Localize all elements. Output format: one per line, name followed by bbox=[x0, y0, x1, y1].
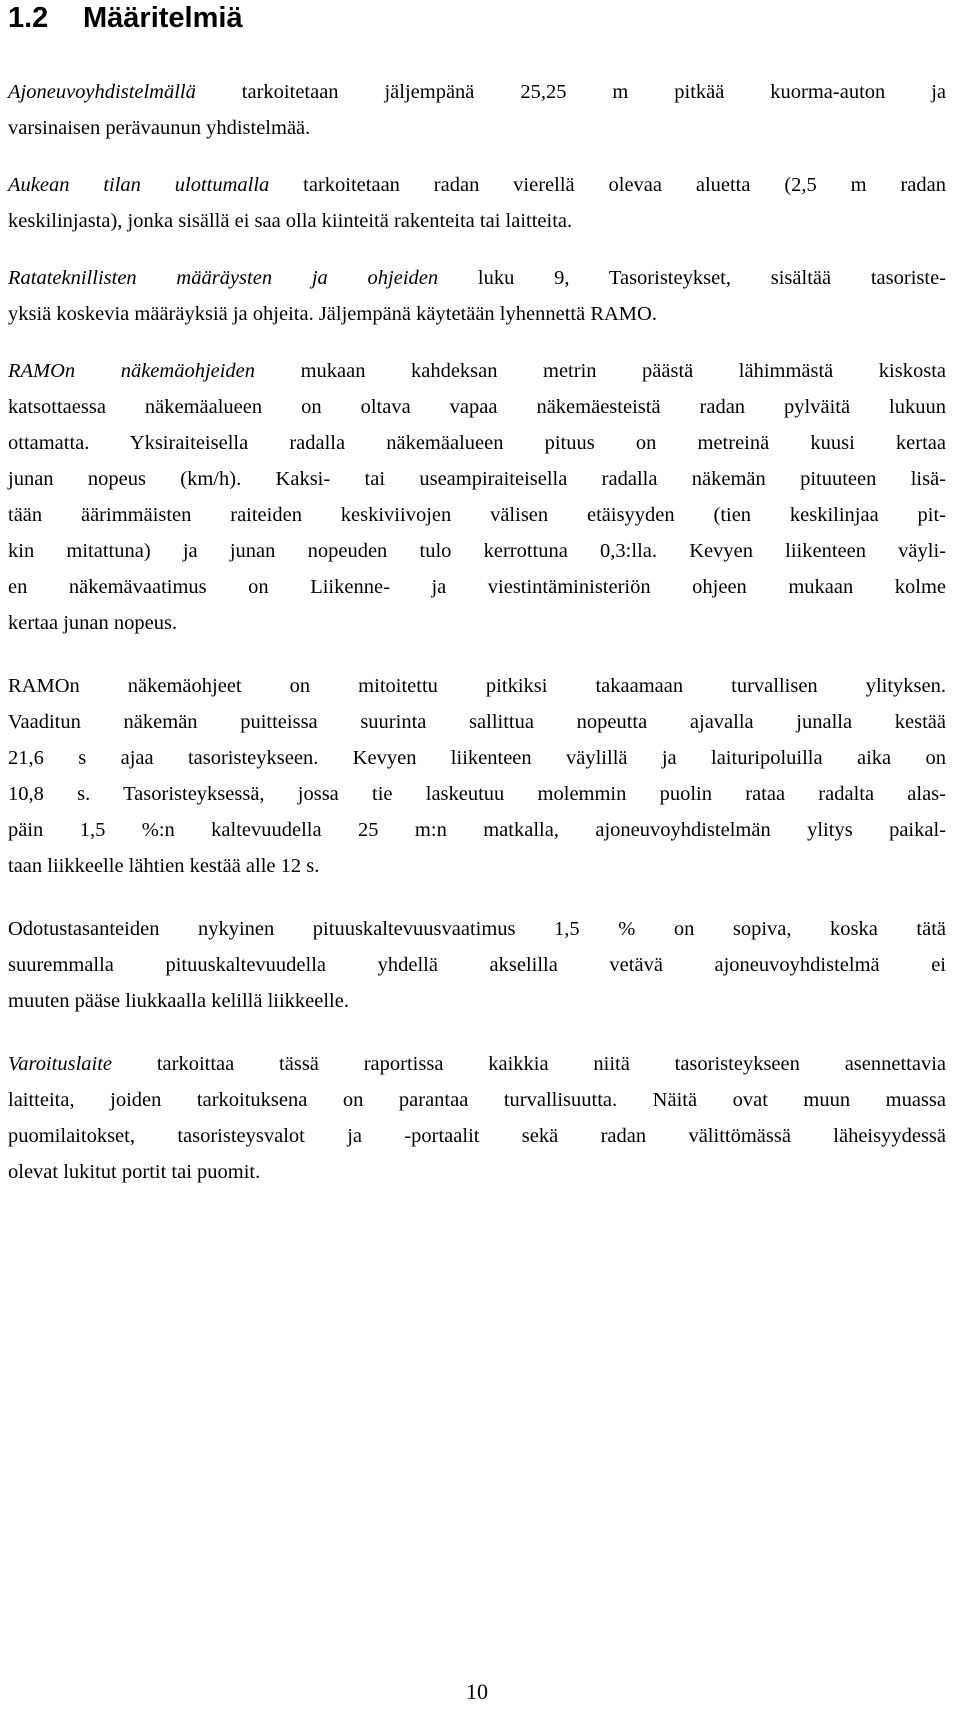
paragraph-ramon-nakemaohjeet bbox=[8, 353, 946, 641]
page-number: 10 bbox=[466, 1679, 488, 1704]
paragraph-ramo bbox=[8, 260, 946, 332]
paragraph-ajoneuvoyhdistelma bbox=[8, 74, 946, 146]
paragraph-line: Odotustasanteiden nykyinen pituuskaltevuusvaatimus 1,5 % on sopiva, koska tätä bbox=[8, 918, 946, 940]
page-footer bbox=[0, 1674, 960, 1710]
defined-term: Ajoneuvoyhdistelmällä bbox=[8, 81, 196, 103]
paragraph-line: muuten pääse liukkaalla kelillä liikkeelle. bbox=[8, 990, 349, 1012]
section-number: 1.2 bbox=[8, 2, 49, 34]
paragraph-line: olevat lukitut portit tai puomit. bbox=[8, 1161, 261, 1183]
section-title: Määritelmiä bbox=[83, 2, 243, 34]
paragraph-line: kin mitattuna) ja junan nopeuden tulo kerrottuna 0,3:lla. Kevyen liikenteen väyli- bbox=[8, 540, 946, 562]
paragraph-line: junan nopeus (km/h). Kaksi- tai useampiraiteisella radalla näkemän pituuteen lisä- bbox=[8, 468, 946, 490]
paragraph-aukean-tilan-ulottuma bbox=[8, 167, 946, 239]
paragraph-line: 21,6 s ajaa tasoristeykseen. Kevyen liikenteen väylillä ja laituripoluilla aika on bbox=[8, 747, 946, 769]
paragraph-line: tään äärimmäisten raiteiden keskiviivojen välisen etäisyyden (tien keskilinjaa pit- bbox=[8, 504, 946, 526]
paragraph-line: katsottaessa näkemäalueen on oltava vapaa näkemäesteistä radan pylväitä lukuun bbox=[8, 396, 946, 418]
paragraph-line: laitteita, joiden tarkoituksena on parantaa turvallisuutta. Näitä ovat muun muassa bbox=[8, 1089, 946, 1111]
document-page bbox=[8, 0, 946, 1190]
paragraph-line: ottamatta. Yksiraiteisella radalla näkemäalueen pituus on metreinä kuusi kertaa bbox=[8, 432, 946, 454]
paragraph-line: kertaa junan nopeus. bbox=[8, 612, 178, 634]
paragraph-line: puomilaitokset, tasoristeysvalot ja -portaalit sekä radan välittömässä läheisyydessä bbox=[8, 1125, 946, 1147]
paragraph-line: 10,8 s. Tasoristeyksessä, jossa tie laskeutuu molemmin puolin rataa radalta alas- bbox=[8, 783, 946, 805]
paragraph-varoituslaite bbox=[8, 1046, 946, 1190]
defined-term: RAMOn näkemäohjeiden bbox=[8, 360, 256, 382]
paragraph-line: suuremmalla pituuskaltevuudella yhdellä akselilla vetävä ajoneuvoyhdistelmä ei bbox=[8, 954, 946, 976]
paragraph-line: Ajoneuvoyhdistelmällä tarkoitetaan jäljempänä 25,25 m pitkää kuorma-auton ja bbox=[8, 81, 946, 103]
paragraph-line: yksiä koskevia määräyksiä ja ohjeita. Jäljempänä käytetään lyhennettä RAMO. bbox=[8, 303, 657, 325]
paragraph-line: en näkemävaatimus on Liikenne- ja viestintäministeriön ohjeen mukaan kolme bbox=[8, 576, 946, 598]
paragraph-line: RAMOn näkemäohjeiden mukaan kahdeksan metrin päästä lähimmästä kiskosta bbox=[8, 360, 946, 382]
defined-term: Varoituslaite bbox=[8, 1053, 113, 1075]
paragraph-line: päin 1,5 %:n kaltevuudella 25 m:n matkalla, ajoneuvoyhdistelmän ylitys paikal- bbox=[8, 819, 946, 841]
paragraph-line: taan liikkeelle lähtien kestää alle 12 s. bbox=[8, 855, 320, 877]
paragraph-line: keskilinjasta), jonka sisällä ei saa olla kiinteitä rakenteita tai laitteita. bbox=[8, 210, 573, 232]
section-heading bbox=[8, 0, 946, 42]
paragraph-line: Vaaditun näkemän puitteissa suurinta sallittua nopeutta ajavalla junalla kestää bbox=[8, 711, 946, 733]
paragraph-line: Aukean tilan ulottumalla tarkoitetaan radan vierellä olevaa aluetta (2,5 m radan bbox=[8, 174, 946, 196]
paragraph-odotustasanteet bbox=[8, 911, 946, 1019]
defined-term: Aukean tilan ulottumalla bbox=[8, 174, 270, 196]
defined-term: Ratateknillisten määräysten ja ohjeiden bbox=[8, 267, 439, 289]
paragraph-line: RAMOn näkemäohjeet on mitoitettu pitkiksi takaamaan turvallisen ylityksen. bbox=[8, 675, 946, 697]
paragraph-line: varsinaisen perävaunun yhdistelmää. bbox=[8, 117, 311, 139]
paragraph-line: Ratateknillisten määräysten ja ohjeiden luku 9, Tasoristeykset, sisältää tasoriste- bbox=[8, 267, 946, 289]
paragraph-line: Varoituslaite tarkoittaa tässä raportissa kaikkia niitä tasoristeykseen asennettavia bbox=[8, 1053, 946, 1075]
paragraph-ylitysaika bbox=[8, 668, 946, 884]
